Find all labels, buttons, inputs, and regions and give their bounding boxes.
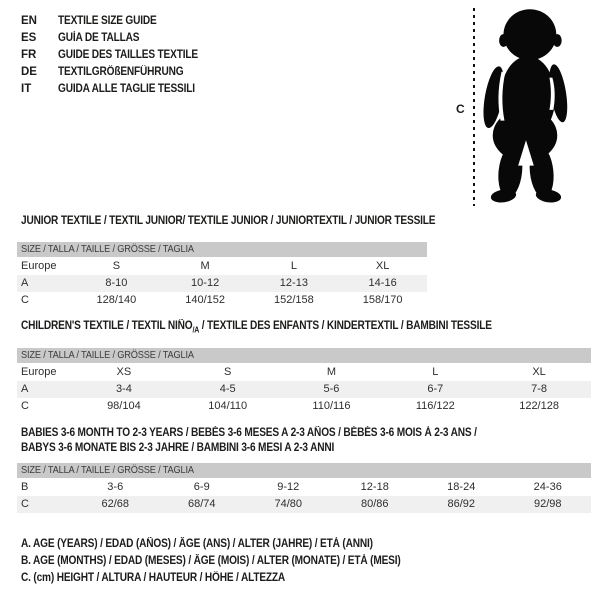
height-cell: 110/116	[312, 400, 351, 412]
table-row	[17, 398, 591, 415]
size-header-label: SIZE / TALLA / TAILLE / GRÖSSE / TAGLIA	[21, 243, 194, 255]
size-header-label: SIZE / TALLA / TAILLE / GRÖSSE / TAGLIA	[21, 464, 194, 476]
language-title: GUÍA DE TALLAS	[58, 32, 140, 44]
table-row	[17, 381, 591, 398]
row-label: C	[21, 294, 29, 306]
age-cell: 7-8	[531, 383, 548, 395]
age-cell: 3-6	[107, 481, 124, 493]
size-cell: M	[326, 366, 337, 378]
height-cell: 62/68	[101, 498, 130, 510]
language-row	[21, 64, 217, 81]
height-cell: 74/80	[274, 498, 303, 510]
legend-line-b: B. AGE (MONTHS) / EDAD (MESES) / ÂGE (MOIS) / ALTER (MONATE) / ETÀ (MESI)	[21, 555, 401, 567]
table-row	[17, 292, 427, 309]
age-cell: 6-7	[427, 383, 444, 395]
age-cell: 8-10	[105, 277, 128, 289]
language-row	[21, 81, 217, 98]
table-row	[17, 479, 591, 496]
age-cell: 12-13	[279, 277, 308, 289]
language-list	[21, 13, 217, 98]
row-label: C	[21, 498, 29, 510]
height-measure-line	[473, 8, 475, 206]
row-label: A	[21, 277, 29, 289]
language-code: EN	[21, 15, 37, 27]
age-cell: 14-16	[368, 277, 397, 289]
height-label: C	[456, 102, 465, 116]
size-cell: S	[224, 366, 232, 378]
size-cell: XL	[532, 366, 546, 378]
height-cell: 158/170	[362, 294, 403, 306]
language-code: DE	[21, 66, 37, 78]
height-cell: 68/74	[187, 498, 216, 510]
language-row	[21, 30, 217, 47]
table-row	[17, 364, 591, 381]
table-row	[17, 496, 591, 513]
legend-line-c: C. (cm) HEIGHT / ALTURA / HAUTEUR / HÖHE / ALTEZZA	[21, 572, 286, 584]
children-size-table	[17, 348, 591, 415]
size-cell: L	[290, 260, 297, 272]
size-header-bar	[17, 348, 591, 363]
legend	[21, 536, 452, 587]
age-cell: 24-36	[533, 481, 562, 493]
size-header-bar	[17, 463, 591, 478]
size-cell: XS	[116, 366, 132, 378]
language-code: ES	[21, 32, 37, 44]
height-cell: 98/104	[107, 400, 141, 412]
height-cell: 116/122	[415, 400, 455, 412]
height-cell: 152/158	[273, 294, 314, 306]
language-title: GUIDA ALLE TAGLIE TESSILI	[58, 83, 195, 95]
legend-line-a: A. AGE (YEARS) / EDAD (AÑOS) / ÂGE (ANS) / ALTER (JAHRE) / ETÀ (ANNI)	[21, 538, 373, 550]
size-cell: L	[432, 366, 439, 378]
row-label: B	[21, 481, 29, 493]
age-cell: 4-5	[219, 383, 236, 395]
section-title-junior: JUNIOR TEXTILE / TEXTIL JUNIOR/ TEXTILE JUNIOR / JUNIORTEXTIL / JUNIOR TESSILE	[21, 215, 436, 227]
table-row	[17, 258, 427, 275]
language-code: FR	[21, 49, 37, 61]
height-cell: 128/140	[96, 294, 137, 306]
age-cell: 3-4	[115, 383, 132, 395]
height-cell: 92/98	[533, 498, 562, 510]
title-subscript: /A	[192, 325, 200, 335]
age-cell: 12-18	[360, 481, 389, 493]
junior-size-table	[17, 242, 427, 309]
language-title: TEXTILGRÖßENFÜHRUNG	[58, 66, 184, 78]
section-title-children: CHILDREN'S TEXTILE / TEXTIL $NIÑO_{/A}$ / TEXTILE DES ENFANTS / KINDERTEXTIL / BAMBINI TESSILE	[21, 320, 492, 335]
size-cell: M	[200, 260, 210, 272]
baby-figure-area	[440, 0, 600, 212]
row-label: Europe	[21, 366, 57, 378]
baby-silhouette-icon	[481, 6, 569, 206]
section-title-babies: BABIES 3-6 MONTH TO 2-3 YEARS / BEBÉS 3-6 MESES A 2-3 AÑOS / BÉBÉS 3-6 MOIS À 2-3 ANS / BABYS 3-6 MONATE BIS 2-3 JAHRE / BAMBINI 3-6 MESI A 2-3 ANNI	[21, 427, 477, 454]
height-cell: 140/152	[185, 294, 225, 306]
language-row	[21, 47, 217, 64]
height-cell: 122/128	[519, 400, 559, 412]
age-cell: 6-9	[193, 481, 210, 493]
row-label: C	[21, 400, 29, 412]
language-title: GUIDE DES TAILLES TEXTILE	[58, 49, 198, 61]
size-header-bar	[17, 242, 427, 257]
height-cell: 80/86	[360, 498, 389, 510]
size-cell: XL	[375, 260, 390, 272]
size-cell: S	[112, 260, 121, 272]
language-title: TEXTILE SIZE GUIDE	[58, 15, 157, 27]
language-code: IT	[21, 83, 32, 95]
age-cell: 5-6	[323, 383, 340, 395]
language-row	[21, 13, 217, 30]
age-cell: 10-12	[191, 277, 220, 289]
age-cell: 9-12	[277, 481, 300, 493]
height-cell: 86/92	[447, 498, 476, 510]
height-cell: 104/110	[208, 400, 248, 412]
row-label: A	[21, 383, 29, 395]
table-row	[17, 275, 427, 292]
babies-size-table	[17, 463, 591, 513]
age-cell: 18-24	[447, 481, 476, 493]
size-header-label: SIZE / TALLA / TAILLE / GRÖSSE / TAGLIA	[21, 349, 194, 361]
row-label: Europe	[21, 260, 57, 272]
